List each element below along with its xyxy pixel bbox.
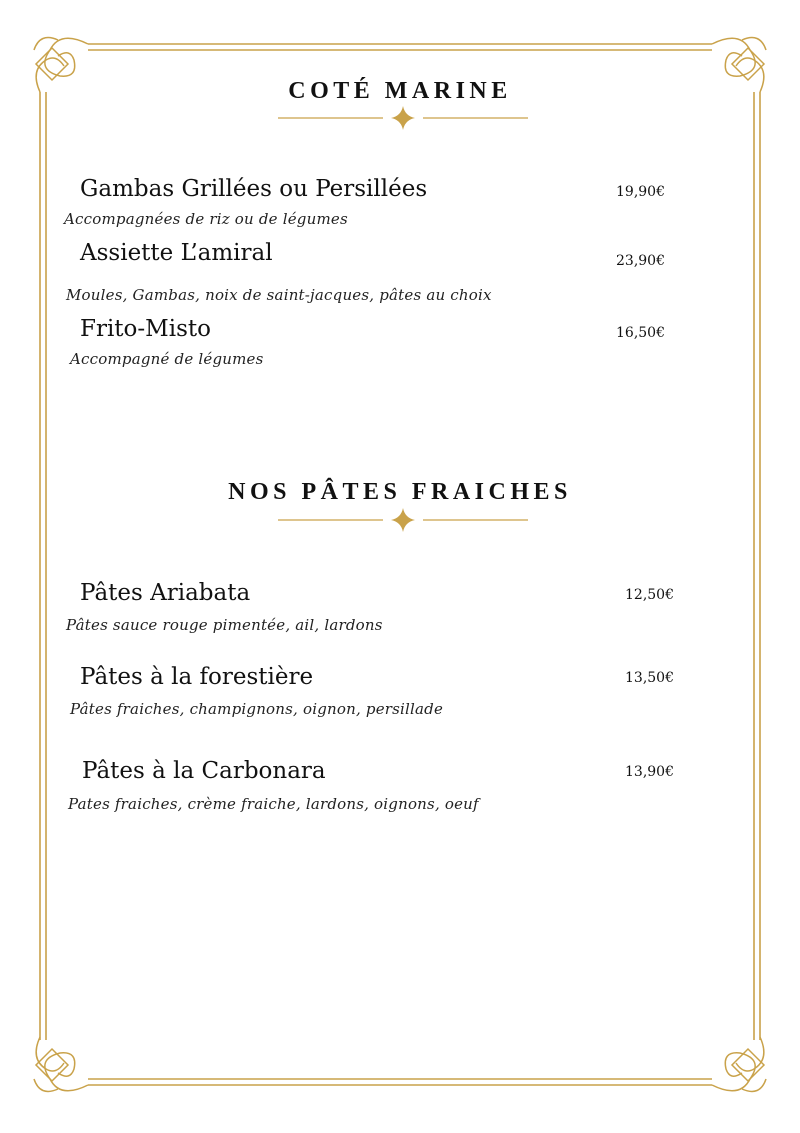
menu-item-name: Frito-Misto xyxy=(80,316,211,342)
menu-item-description: Accompagnées de riz ou de légumes xyxy=(64,210,348,228)
menu-item-price: 12,50€ xyxy=(625,587,674,603)
menu-item-name: Assiette L’amiral xyxy=(80,240,273,266)
menu-item-description: Pâtes fraiches, champignons, oignon, persillade xyxy=(70,700,444,718)
menu-item-name: Pâtes à la forestière xyxy=(80,664,314,690)
menu-item-price: 13,50€ xyxy=(625,670,674,686)
menu-item-price: 16,50€ xyxy=(616,325,665,341)
section-title-cote-marine: COTÉ MARINE xyxy=(288,78,512,104)
section-divider-star-icon xyxy=(278,506,528,536)
menu-item-description: Moules, Gambas, noix de saint-jacques, pâtes au choix xyxy=(66,286,492,304)
corner-ornament-bottom-left xyxy=(34,1037,88,1091)
menu-item-price: 23,90€ xyxy=(616,253,665,269)
menu-item-name: Gambas Grillées ou Persillées xyxy=(80,176,428,202)
menu-item-description: Accompagné de légumes xyxy=(70,350,264,368)
section-divider-star-icon xyxy=(278,104,528,134)
menu-item-price: 19,90€ xyxy=(616,184,665,200)
menu-item-name: Pâtes Ariabata xyxy=(80,580,251,606)
section-title-nos-pates-fraiches: NOS PÂTES FRAICHES xyxy=(228,479,572,505)
corner-ornament-bottom-right xyxy=(712,1037,766,1091)
menu-item-price: 13,90€ xyxy=(625,764,674,780)
menu-item-name: Pâtes à la Carbonara xyxy=(82,758,326,784)
menu-item-description: Pâtes sauce rouge pimentée, ail, lardons xyxy=(66,616,383,634)
menu-item-description: Pates fraiches, crème fraiche, lardons, oignons, oeuf xyxy=(68,795,479,813)
